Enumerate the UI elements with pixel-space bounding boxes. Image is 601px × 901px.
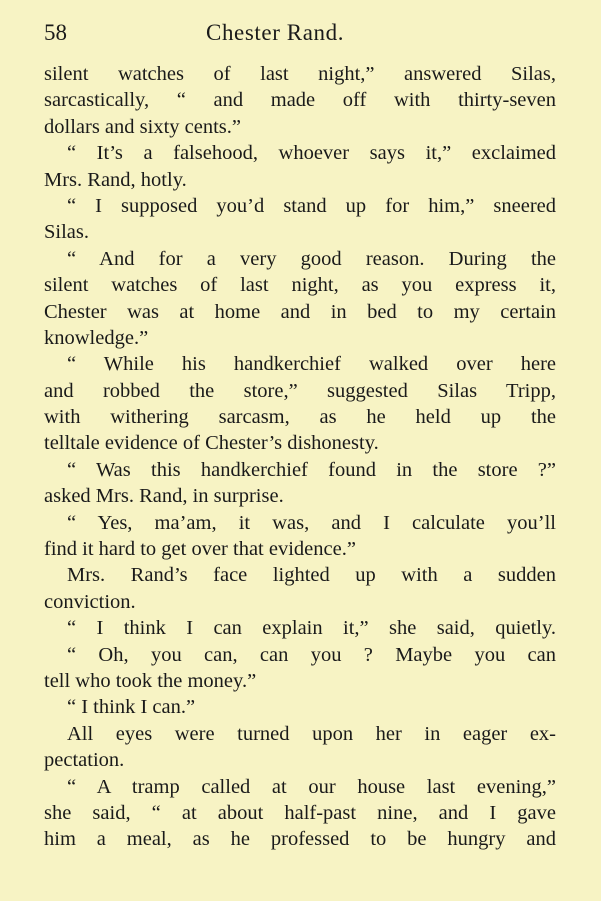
text-line: knowledge.” (44, 326, 149, 349)
text-line: pectation. (44, 749, 125, 772)
text-line: “ I think I can explain it,” she said, quietly. (67, 617, 556, 640)
text-line: Mrs. Rand’s face lighted up with a sudden (67, 564, 556, 587)
body-text (44, 61, 556, 853)
text-line: Silas. (44, 221, 89, 244)
text-line: Chester was at home and in bed to my certain (44, 300, 556, 323)
text-line: with withering sarcasm, as he held up the (44, 406, 556, 429)
running-title: Chester Rand. (206, 20, 345, 45)
text-line: sarcastically, “ and made off with thirty-seven (44, 89, 556, 112)
text-line: telltale evidence of Chester’s dishonesty. (44, 432, 379, 455)
text-line: Mrs. Rand, hotly. (44, 168, 187, 191)
text-line: tell who took the money.” (44, 669, 257, 692)
text-line: find it hard to get over that evidence.” (44, 538, 356, 561)
text-line: “ It’s a falsehood, whoever says it,” exclaimed (67, 142, 556, 165)
text-line: asked Mrs. Rand, in surprise. (44, 485, 284, 508)
text-line: “ While his handkerchief walked over here (67, 353, 556, 376)
text-line: “ I supposed you’d stand up for him,” sneered (67, 194, 556, 217)
text-line: “ Oh, you can, can you ? Maybe you can (67, 643, 556, 666)
book-page (44, 18, 556, 888)
text-line: silent watches of last night, as you express it, (44, 274, 556, 297)
text-line: and robbed the store,” suggested Silas Tripp, (44, 379, 556, 402)
text-line: dollars and sixty cents.” (44, 115, 241, 138)
running-head (44, 18, 556, 60)
text-line: “ And for a very good reason. During the (67, 247, 556, 270)
text-line: him a meal, as he professed to be hungry and (44, 828, 556, 851)
text-line: All eyes were turned upon her in eager ex- (67, 722, 556, 745)
text-line: “ I think I can.” (67, 696, 196, 719)
text-line: “ Yes, ma’am, it was, and I calculate you’ll (67, 511, 556, 534)
text-line: she said, “ at about half-past nine, and I gave (44, 801, 556, 824)
text-line: “ A tramp called at our house last evening,” (67, 775, 556, 798)
text-line: silent watches of last night,” answered Silas, (44, 63, 556, 85)
text-line: conviction. (44, 590, 136, 613)
page-number: 58 (44, 20, 67, 45)
text-line: “ Was this handkerchief found in the store ?” (67, 458, 556, 481)
